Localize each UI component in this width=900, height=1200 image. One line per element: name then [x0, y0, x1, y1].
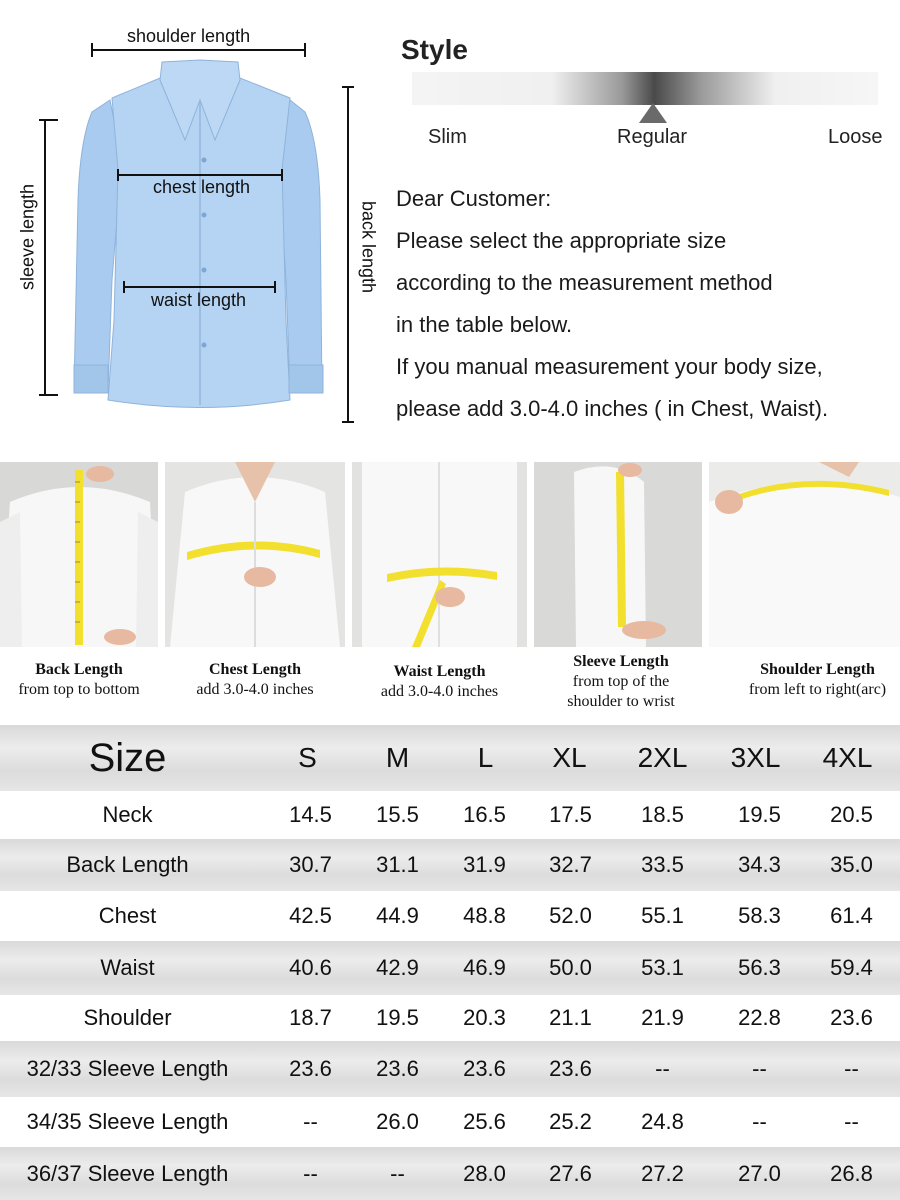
caption-title: Sleeve Length — [573, 653, 669, 670]
caption-chest-length — [165, 660, 345, 700]
style-marker-triangle-icon — [639, 103, 667, 123]
table-cell: 35.0 — [830, 852, 873, 877]
table-cell: 53.1 — [641, 955, 684, 980]
table-row — [0, 839, 900, 891]
table-header-row — [0, 725, 900, 791]
size-col-header: XL — [552, 742, 587, 773]
table-cell: 17.5 — [549, 802, 592, 827]
note-line: according to the measurement method — [396, 270, 773, 295]
table-cell: 26.0 — [376, 1109, 419, 1134]
waist-length-label: waist length — [151, 290, 247, 310]
table-cell: 16.5 — [463, 802, 506, 827]
size-col-header: M — [385, 742, 410, 773]
table-row — [0, 1041, 900, 1097]
size-col-header: S — [298, 742, 317, 773]
style-gradient-bar — [412, 72, 878, 105]
table-cell: 56.3 — [738, 955, 781, 980]
table-cell: 20.3 — [463, 1005, 506, 1030]
row-label: Neck — [102, 802, 153, 827]
row-label: Waist — [100, 955, 155, 980]
table-cell: 26.8 — [830, 1160, 873, 1186]
size-col-header: 2XL — [637, 742, 688, 773]
table-cell: 28.0 — [463, 1160, 506, 1186]
table-cell: 42.5 — [289, 903, 332, 928]
table-row — [0, 941, 900, 995]
row-label: Chest — [98, 903, 157, 928]
table-cell: 21.9 — [641, 1005, 684, 1030]
table-cell: 25.6 — [463, 1109, 506, 1134]
row-label: 34/35 Sleeve Length — [26, 1109, 229, 1134]
caption-title: Chest Length — [208, 661, 301, 678]
caption-waist-length — [352, 662, 527, 702]
table-cell: -- — [655, 1056, 670, 1081]
note-line: in the table below. — [396, 312, 573, 337]
caption-back-length — [0, 660, 158, 700]
row-label: 36/37 Sleeve Length — [26, 1160, 229, 1186]
table-cell: -- — [752, 1056, 767, 1081]
table-cell: 25.2 — [549, 1109, 592, 1134]
photo-waist-length — [352, 462, 527, 647]
shoulder-length-label: shoulder length — [127, 26, 251, 46]
caption-shoulder-length — [725, 660, 900, 700]
caption-title: Shoulder Length — [760, 661, 875, 678]
table-cell: 32.7 — [549, 852, 592, 877]
photo-sleeve-length — [534, 462, 702, 647]
table-cell: 50.0 — [549, 955, 592, 980]
table-cell: 42.9 — [376, 955, 419, 980]
sleeve-length-label: sleeve length — [17, 183, 38, 291]
table-cell: 31.1 — [376, 852, 419, 877]
caption-desc: add 3.0-4.0 inches — [380, 683, 499, 700]
table-cell: 52.0 — [549, 903, 592, 928]
table-cell: 23.6 — [289, 1056, 332, 1081]
table-cell: 46.9 — [463, 955, 506, 980]
table-cell: 15.5 — [376, 802, 419, 827]
size-col-header: 3XL — [730, 742, 781, 773]
top-section — [0, 0, 900, 455]
size-chart-table — [0, 725, 900, 1200]
size-header-label: Size — [88, 735, 167, 780]
note-line: Please select the appropriate size — [396, 228, 727, 253]
table-row — [0, 1147, 900, 1200]
size-col-header: 4XL — [822, 742, 873, 773]
table-cell: 30.7 — [289, 852, 332, 877]
table-cell: 59.4 — [830, 955, 873, 980]
table-row — [0, 791, 900, 839]
table-cell: 23.6 — [549, 1056, 592, 1081]
shirt-body — [108, 78, 290, 408]
table-cell: -- — [752, 1109, 767, 1134]
table-cell: 23.6 — [830, 1005, 873, 1030]
table-cell: 31.9 — [463, 852, 506, 877]
table-row — [0, 1097, 900, 1147]
table-cell: 27.6 — [549, 1160, 592, 1186]
caption-desc: from left to right(arc) — [748, 681, 887, 698]
table-cell: 24.8 — [641, 1109, 684, 1134]
table-cell: 23.6 — [376, 1056, 419, 1081]
shirt-illustration — [0, 0, 390, 455]
note-line: Dear Customer: — [396, 186, 552, 211]
back-length-label: back length — [358, 200, 379, 294]
table-cell: 40.6 — [289, 955, 332, 980]
table-cell: 27.0 — [738, 1160, 781, 1186]
table-cell: 22.8 — [738, 1005, 781, 1030]
table-cell: 19.5 — [738, 802, 781, 827]
measurement-photo-strip — [0, 462, 900, 717]
caption-sleeve-length — [534, 652, 708, 712]
table-cell: 55.1 — [641, 903, 684, 928]
table-cell: -- — [844, 1056, 859, 1081]
note-line: please add 3.0-4.0 inches ( in Chest, Waist). — [396, 396, 829, 421]
table-cell: 34.3 — [738, 852, 781, 877]
photo-back-length — [0, 462, 158, 647]
shirt-measurement-diagram — [0, 0, 390, 455]
table-cell: -- — [390, 1160, 405, 1186]
table-cell: 20.5 — [830, 802, 873, 827]
table-cell: -- — [303, 1109, 318, 1134]
table-row — [0, 891, 900, 941]
row-label: 32/33 Sleeve Length — [26, 1056, 229, 1081]
table-cell: 48.8 — [463, 903, 506, 928]
note-line: If you manual measurement your body size, — [396, 354, 823, 379]
row-label: Shoulder — [83, 1005, 172, 1030]
customer-note — [396, 178, 900, 430]
caption-desc: from top to bottom — [18, 681, 140, 698]
caption-title: Back Length — [35, 661, 123, 678]
table-cell: -- — [844, 1109, 859, 1134]
style-option-regular: Regular — [617, 126, 688, 148]
caption-desc: add 3.0-4.0 inches — [196, 681, 314, 698]
chest-length-label: chest length — [153, 177, 251, 197]
table-cell: 58.3 — [738, 903, 781, 928]
table-cell: 33.5 — [641, 852, 684, 877]
photo-shoulder-length — [709, 462, 900, 647]
table-cell: -- — [303, 1160, 318, 1186]
table-cell: 18.7 — [289, 1005, 332, 1030]
table-cell: 21.1 — [549, 1005, 592, 1030]
row-label: Back Length — [66, 852, 189, 877]
style-option-slim: Slim — [428, 126, 467, 148]
table-cell: 14.5 — [289, 802, 332, 827]
style-option-loose: Loose — [828, 126, 883, 148]
table-cell: 23.6 — [463, 1056, 506, 1081]
caption-desc: shoulder to wrist — [567, 693, 675, 710]
table-cell: 19.5 — [376, 1005, 419, 1030]
photo-chest-length — [165, 462, 345, 647]
table-cell: 61.4 — [830, 903, 873, 928]
table-cell: 27.2 — [641, 1160, 684, 1186]
style-fit-scale — [396, 0, 900, 160]
table-row — [0, 995, 900, 1041]
caption-desc: from top of the — [572, 673, 670, 690]
size-col-header: L — [477, 742, 494, 773]
style-title: Style — [401, 34, 468, 65]
table-cell: 18.5 — [641, 802, 684, 827]
table-cell: 44.9 — [376, 903, 419, 928]
caption-title: Waist Length — [393, 663, 486, 680]
